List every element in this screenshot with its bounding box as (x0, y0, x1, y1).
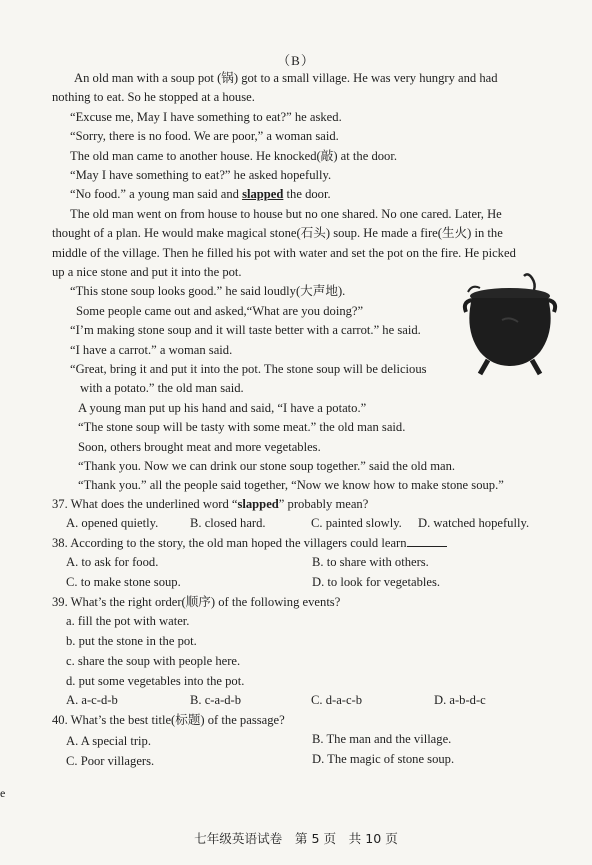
edge-mark: e (0, 786, 6, 800)
question-38-option: A. to ask for food. (66, 555, 159, 569)
question-39-option: D. a-b-d-c (434, 693, 486, 707)
question-38-option: C. to make stone soup. (66, 575, 181, 589)
stone-soup-pot-icon (462, 270, 558, 378)
question-37-option: B. closed hard. (190, 516, 266, 530)
question-37-stem (52, 496, 368, 512)
question-40-stem: 40. What’s the best title(标题) of the passage? (52, 713, 285, 727)
question-37-option: A. opened quietly. (66, 516, 159, 530)
question-37-keyword: slapped (237, 497, 279, 511)
passage-line: “Great, bring it and put it into the pot. The stone soup will be delicious (70, 362, 427, 376)
passage-text: “No food.” a young man said and (70, 187, 243, 202)
question-39-option: A. a-c-d-b (66, 693, 118, 707)
passage-line: “The stone soup will be tasty with some meat.” the old man said. (78, 420, 406, 435)
underlined-word: slapped (242, 187, 284, 202)
passage-line: An old man with a soup pot (锅) got to a small village. He was very hungry and had (74, 71, 498, 85)
question-39-stem: 39. What’s the right order(顺序) of the following events? (52, 595, 341, 609)
passage-line: Soon, others brought meat and more vegetables. (78, 439, 321, 454)
passage-line: “Thank you.” all the people said together, “Now we know how to make stone soup.” (78, 478, 504, 493)
question-38-option: D. to look for vegetables. (312, 575, 441, 589)
passage-line: “Thank you. Now we can drink our stone soup together.” said the old man. (78, 459, 456, 473)
question-38-option: B. to share with others. (312, 555, 429, 569)
section-title: （B） (277, 53, 315, 68)
passage-line (70, 186, 331, 202)
question-37-option: C. painted slowly. (311, 516, 402, 530)
question-39-event: c. share the soup with people here. (66, 654, 241, 668)
passage-line: The old man went on from house to house but no one shared. No one cared. Later, He (70, 206, 502, 221)
question-37-text: 37. What does the underlined word “ (52, 497, 238, 511)
passage-line: “I’m making stone soup and it will taste better with a carrot.” he said. (70, 323, 421, 338)
question-40-option: A. A special trip. (66, 734, 151, 748)
passage-text: the door. (283, 187, 331, 202)
passage-line: “I have a carrot.” a woman said. (70, 342, 233, 357)
passage-line: nothing to eat. So he stopped at a house. (52, 90, 255, 105)
passage-line: “This stone soup looks good.” he said loudly(大声地). (70, 284, 346, 299)
question-39-option: C. d-a-c-b (311, 693, 363, 707)
question-40-option: D. The magic of stone soup. (312, 752, 455, 766)
passage-line: A young man put up his hand and said, “I have a potato.” (78, 400, 367, 415)
question-40-option: B. The man and the village. (312, 732, 452, 746)
passage-line: middle of the village. Then he filled his pot with water and set the pot on the fire. He picked (52, 245, 516, 260)
question-39-event: b. put the stone in the pot. (66, 634, 197, 648)
question-38-stem: 38. According to the story, the old man hoped the villagers could learn (52, 535, 447, 551)
passage-line: with a potato.” the old man said. (80, 381, 244, 396)
passage-line: “Excuse me, May I have something to eat?” he asked. (70, 109, 342, 124)
passage-line: Some people came out and asked,“What are you doing?” (76, 303, 364, 318)
question-39-event: a. fill the pot with water. (66, 614, 190, 628)
passage-line: The old man came to another house. He knocked(敲) at the door. (70, 148, 397, 163)
passage-line: “May I have something to eat?” he asked hopefully. (70, 168, 332, 182)
page-footer: 七年级英语试卷 第 5 页 共 10 页 (194, 831, 398, 846)
passage-line: up a nice stone and put it into the pot. (52, 265, 242, 279)
question-39-option: B. c-a-d-b (190, 693, 242, 707)
question-37-option: D. watched hopefully. (418, 516, 530, 530)
question-39-event: d. put some vegetables into the pot. (66, 674, 245, 688)
question-40-option: C. Poor villagers. (66, 754, 155, 768)
answer-blank (407, 536, 447, 547)
passage-line: thought of a plan. He would make magical stone(石头) soup. He made a fire(生火) in the (52, 226, 503, 241)
passage-line: “Sorry, there is no food. We are poor,” a woman said. (70, 129, 339, 144)
question-37-text: ” probably mean? (278, 497, 369, 511)
